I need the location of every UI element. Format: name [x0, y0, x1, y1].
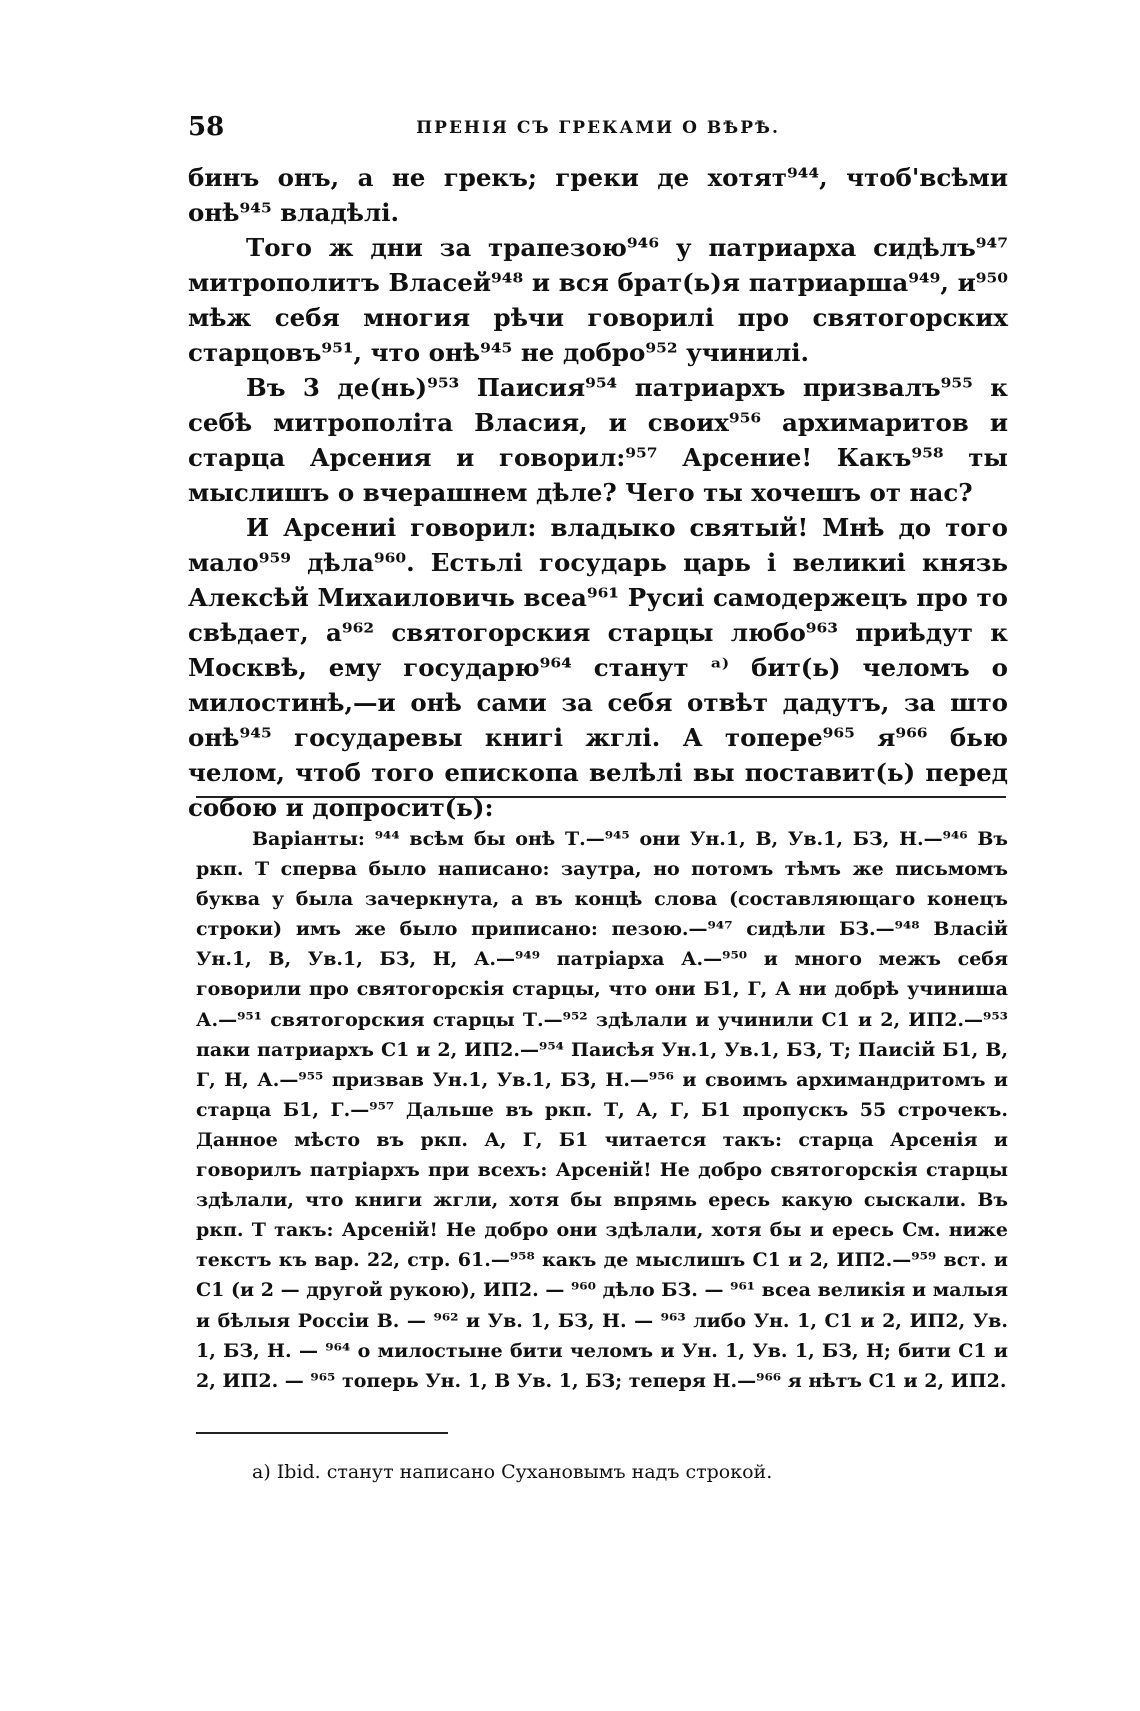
variants-text: Варіанты: ⁹⁴⁴ всѣм бы онѣ Т.—⁹⁴⁵ они Ун.1, В, Ув.1, БЗ, Н.—⁹⁴⁶ Въ ркп. Т сперва было написано: заутра, но потомъ тѣмъ же письмомъ буква у была зачеркнута, а въ концѣ слова (составляющаго конецъ строки) имъ же было приписано: пезою.—⁹⁴⁷ сидѣли БЗ.—⁹⁴⁸ Власій Ун.1, В, Ув.1, БЗ, Н, А.—⁹⁴⁹ патріарха А.—⁹⁵⁰ и много межъ себя говорили про святогорскія старцы, что они Б1, Г, А ни добрѣ учинишa А.—⁹⁵¹ святогорския старцы Т.—⁹⁵² здѣлали и учинили С1 и 2, ИП2.—⁹⁵³ паки патриархъ С1 и 2, ИП2.—⁹⁵⁴ Паисѣя Ун.1, Ув.1, БЗ, Т; Паисій Б1, В, Г, Н, А.—⁹⁵⁵ призвав Ун.1, Ув.1, БЗ, Н.—⁹⁵⁶ и своимъ архимандритомъ и старца Б1, Г.—⁹⁵⁷ Дальше въ ркп. Т, А, Г, Б1 пропускъ 55 строчекъ. Данное мѣсто въ ркп. А, Г, Б1 читается такъ: старца Арсенія и говорилъ патріархъ при всехъ: Арсеній! Не добро святогорскія старцы здѣлали, что книги жгли, хотя бы впрямь ересь какую сыскали. Въ ркп. Т такъ: Арсеній! Не добро они здѣлали, хотя бы и ересь См. ниже текстъ къ вар. 22, стр. 61.—⁹⁵⁸ какъ де мыслишъ С1 и 2, ИП2.—⁹⁵⁹ вст. и С1 (и 2 — другой рукою), ИП2. — ⁹⁶⁰ дѣло БЗ. — ⁹⁶¹ всеа великія и малыя и бѣлыя Россіи В. — ⁹⁶² и Ув. 1, БЗ, Н. — ⁹⁶³ либо Ун. 1, С1 и 2, ИП2, Ув. 1, БЗ, Н. — ⁹⁶⁴ о милостыне бити челомъ и Ун. 1, Ув. 1, БЗ, Н; бити С1 и 2, ИП2. — ⁹⁶⁵ топерь Ун. 1, В Ув. 1, БЗ; теперя Н.—⁹⁶⁶ я нѣтъ С1 и 2, ИП2. — [196, 828, 1008, 1392]
paragraph: Въ 3 де(нь)⁹⁵³ Паисия⁹⁵⁴ патриархъ призвалъ⁹⁵⁵ к себѣ митрополіта Власия, и своих⁹⁵⁶ архимаритов и старца Арсения и говорил:⁹⁵⁷ Арсение! Какъ⁹⁵⁸ ты мыслишъ о вчерашнем дѣле? Чего ты хочешъ от нас? — [188, 373, 1008, 507]
separator-rule — [196, 796, 1006, 798]
running-title: ПРЕНІЯ СЪ ГРЕКАМИ О ВѢРѢ. — [416, 118, 780, 138]
paragraph: И Арсениі говорил: владыко святый! Мнѣ до того мало⁹⁵⁹ дѣла⁹⁶⁰. Естьлі государь царь і великиі князь Алексѣй Михаиловичь всеа⁹⁶¹ Русиі самодержецъ про то свѣдает, а⁹⁶² святогорския старцы любо⁹⁶³ приѣдут к Москвѣ, ему государю⁹⁶⁴ станут ᵃ⁾ бит(ь) челомъ о милостинѣ,—и онѣ сами за себя отвѣт дадутъ, за што онѣ⁹⁴⁵ государевы книгі жглі. А топере⁹⁶⁵ я⁹⁶⁶ бью челом, чтоб того епископа велѣлі вы поставит(ь) перед собою и допросит(ь): — [188, 513, 1008, 822]
paragraph: бинъ онъ, а не грекъ; греки де хотят⁹⁴⁴, чтоб'всѣми онѣ⁹⁴⁵ владѣлі. — [188, 163, 1008, 227]
variants-apparatus — [196, 824, 1008, 1396]
footnote: а) Ibid. станут написано Сухановымъ надъ строкой. — [252, 1461, 773, 1483]
footnote-rule — [196, 1432, 448, 1434]
page-number: 58 — [188, 112, 225, 142]
paragraph: Того ж дни за трапезою⁹⁴⁶ у патриарха сидѣлъ⁹⁴⁷ митрополитъ Власей⁹⁴⁸ и вся брат(ь)я патриарша⁹⁴⁹, и⁹⁵⁰ мѣж себя многия рѣчи говорилі про святогорских старцовъ⁹⁵¹, что онѣ⁹⁴⁵ не добро⁹⁵² учинилі. — [188, 233, 1008, 367]
main-text — [188, 160, 1008, 825]
page-header — [188, 112, 1008, 152]
